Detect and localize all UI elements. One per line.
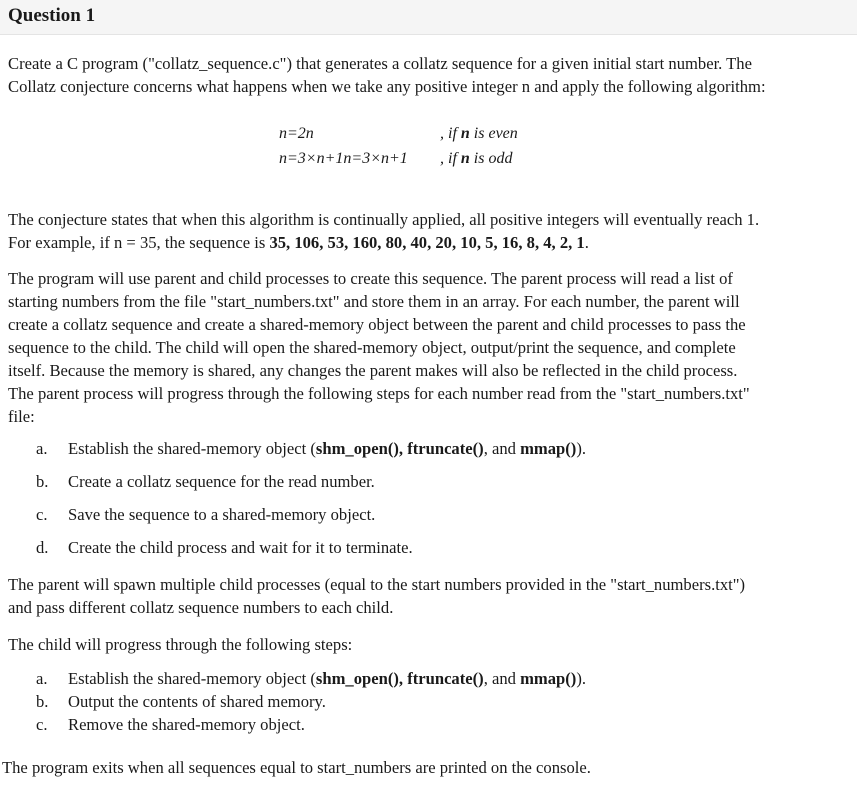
program-line: The parent process will progress through the following steps for each number read from the "start_numbers.txt": [8, 384, 750, 403]
list-item: a. Establish the shared-memory object (shm_open(), ftruncate(), and mmap()).: [36, 439, 587, 458]
intro-paragraph: [8, 52, 853, 98]
spawn-paragraph: [8, 573, 853, 619]
child-intro: The child will progress through the following steps:: [8, 635, 353, 654]
formula-even-condition: , if n is even: [440, 125, 518, 142]
exit-text: The program exits when all sequences equal to start_numbers are printed on the console.: [2, 758, 591, 777]
intro-line-2: Collatz conjecture concerns what happens when we take any positive integer n and apply the following algorithm:: [8, 77, 766, 96]
conjecture-line-2: For example, if n = 35, the sequence is 35, 106, 53, 160, 80, 40, 20, 10, 5, 16, 8, 4, 2, 1.: [8, 233, 589, 252]
list-item: b. Create a collatz sequence for the read number.: [36, 472, 375, 491]
conjecture-paragraph: [8, 208, 853, 254]
program-paragraph: [8, 267, 853, 428]
list-item: b. Output the contents of shared memory.: [36, 692, 326, 711]
program-line: file:: [8, 407, 35, 426]
formula-odd: n=3×n+1n=3×n+1: [279, 150, 408, 167]
conjecture-line-1: The conjecture states that when this algorithm is continually applied, all positive integers will eventually reach 1.: [8, 210, 760, 229]
formula-odd-condition: , if n is odd: [440, 150, 513, 167]
spawn-line-1: The parent will spawn multiple child processes (equal to the start numbers provided in the "start_numbers.txt"): [8, 575, 746, 594]
program-line: starting numbers from the file "start_numbers.txt" and store them in an array. For each number, the parent will: [8, 292, 740, 311]
list-item: c. Remove the shared-memory object.: [36, 715, 305, 734]
program-line: itself. Because the memory is shared, any changes the parent makes will also be reflected in the child process.: [8, 361, 738, 380]
question-title: Question 1: [8, 5, 96, 26]
question-header: [0, 0, 857, 35]
intro-line-1: Create a C program ("collatz_sequence.c") that generates a collatz sequence for a given initial start number. The: [8, 54, 752, 73]
list-item: d. Create the child process and wait for it to terminate.: [36, 538, 413, 557]
list-item: c. Save the sequence to a shared-memory object.: [36, 505, 376, 524]
program-line: The program will use parent and child processes to create this sequence. The parent process will read a list of: [8, 269, 733, 288]
example-sequence: 35, 106, 53, 160, 80, 40, 20, 10, 5, 16, 8, 4, 2, 1: [269, 233, 585, 252]
spawn-line-2: and pass different collatz sequence numbers to each child.: [8, 598, 394, 617]
program-line: sequence to the child. The child will open the shared-memory object, output/print the sequence, and complete: [8, 338, 736, 357]
list-item: a. Establish the shared-memory object (shm_open(), ftruncate(), and mmap()).: [36, 669, 587, 688]
program-line: create a collatz sequence and create a shared-memory object between the parent and child processes to pass the: [8, 315, 746, 334]
formula-even: n=2n: [279, 125, 314, 142]
